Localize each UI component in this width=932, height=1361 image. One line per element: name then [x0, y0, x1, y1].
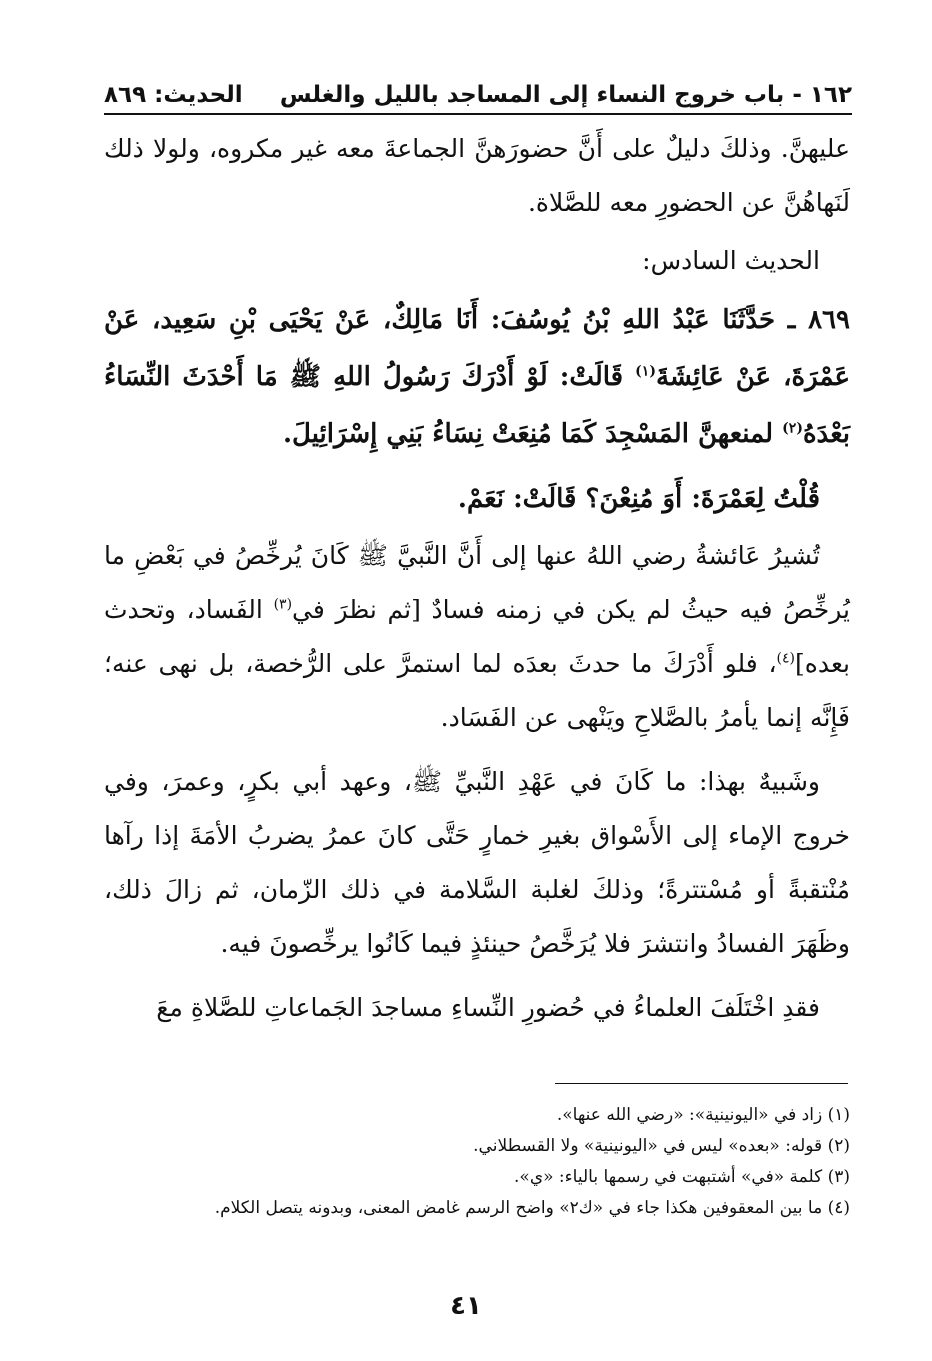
commentary-part-1: تُشيرُ عَائشةُ رضي اللهُ عنها إلى أَنَّ النَّبيَّ ﷺ كَانَ يُرخِّصُ في بَعْضِ ما يُرخِّصُ فيه حيثُ لم يكن في زمنه فسادٌ [ثم نظرَ في — [104, 541, 850, 624]
commentary-part-2: الفَساد، وتحدث بعده] — [104, 595, 850, 678]
footnote-divider — [555, 1083, 848, 1084]
hadith-text-part-3: لمنعهنَّ المَسْجِدَ كَمَا مُنِعَتْ نِسَاءُ بَنِي إِسْرَائِيلَ. — [282, 419, 783, 449]
hadith-number-label: الحديث: ٨٦٩ — [104, 82, 243, 108]
main-text — [104, 122, 850, 1035]
hadith-question: قُلْتُ لِعَمْرَةَ: أَوَ مُنِعْنَ؟ قَالَتْ: نَعَمْ. — [457, 484, 820, 514]
hadith-text-part-2: قَالَتْ: لَوْ أَدْرَكَ رَسُولُ اللهِ ﷺ مَا أَحْدَثَ النِّسَاءُ بَعْدَهُ — [104, 362, 850, 449]
footnotes — [104, 1100, 850, 1224]
running-header — [104, 78, 852, 114]
footnote-ref-1: (١) — [635, 363, 656, 380]
footnote-4: (٤) ما بين المعقوفين هكذا جاء في «ك٢» واضح الرسم غامض المعنى، وبدونه يتصل الكلام. — [214, 1198, 850, 1218]
footnote-2: (٢) قوله: «بعده» ليس في «اليونينية» ولا القسطلاني. — [473, 1136, 850, 1156]
page-number: ٤١ — [450, 1291, 482, 1321]
footnote-1: (١) زاد في «اليونينية»: «رضي الله عنها». — [556, 1105, 850, 1125]
commentary-paragraph-1 — [104, 529, 850, 745]
footnote-3: (٣) كلمة «في» أشتبهت في رسمها بالياء: «ي». — [514, 1167, 850, 1187]
section-heading: الحديث السادس: — [642, 246, 820, 275]
footnote-ref-2: (٢) — [782, 420, 803, 437]
paragraph-continuation: عليهنَّ. وذلكَ دليلٌ على أَنَّ حضورَهنَّ الجماعةَ معه غير مكروه، ولولا ذلك لَنَهاهُنَّ عن الحضورِ معه للصَّلاة. — [104, 134, 850, 217]
footnote-ref-3: (٣) — [273, 596, 293, 613]
commentary-paragraph-3: فقدِ اخْتَلَفَ العلماءُ في حُضورِ النِّساءِ مساجدَ الجَماعاتِ للصَّلاةِ معَ — [156, 993, 820, 1022]
footnote-ref-4: (٤) — [776, 650, 795, 667]
hadith-text — [104, 292, 850, 463]
hadith-text-part-1: ٨٦٩ ـ حَدَّثَنَا عَبْدُ اللهِ بْنُ يُوسُفَ: أَنَا مَالِكٌ، عَنْ يَحْيَى بْنِ سَعِيد، عَنْ عَمْرَةَ، عَنْ عَائِشَةَ — [104, 305, 851, 392]
commentary-part-3: ، فلو أَدْرَكَ ما حدثَ بعدَه لما استمرَّ على الرُّخصة، بل نهى عنه؛ فَإِنَّه إنما يأمرُ بالصَّلاحِ ويَنْهى عن الفَسَاد. — [104, 649, 850, 732]
commentary-paragraph-2: وشَبيهٌ بهذا: ما كَانَ في عَهْدِ النَّبيِّ ﷺ، وعهد أبي بكرٍ، وعمرَ، وفي خروج الإماء إلى الأَسْواق بغيرِ خمارٍ حَتَّى كانَ عمرُ يضربُ الأمَةَ إذا رآها مُنْتقبةً أو مُسْتترةً؛ وذلكَ لغلبة السَّلامة في ذلك الزّمان، ثم زالَ ذلك، وظَهَرَ الفسادُ وانتشرَ فلا يُرَخَّصُ حينئذٍ فيما كَانُوا يرخِّصونَ فيه. — [104, 767, 850, 958]
chapter-title: ١٦٢ - باب خروج النساء إلى المساجد بالليل والغلس — [279, 82, 852, 108]
header-divider — [104, 113, 852, 115]
